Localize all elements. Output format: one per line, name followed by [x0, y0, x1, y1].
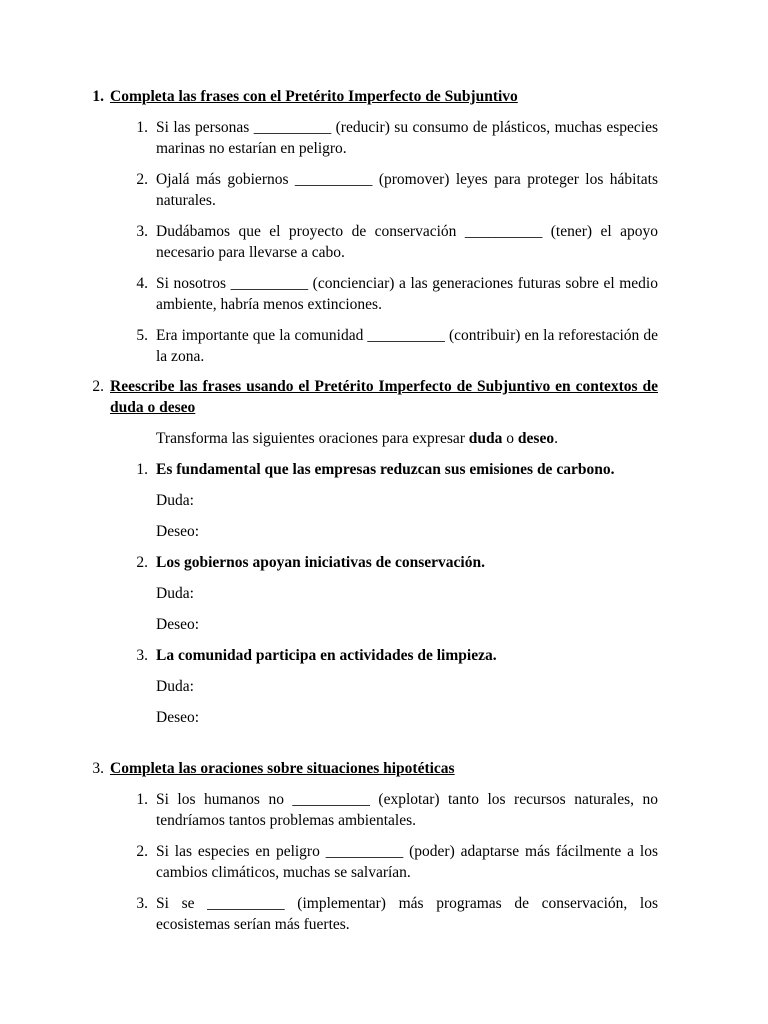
item-number: 2.: [136, 554, 148, 571]
item-text: Ojalá más gobiernos __________ (promover) leyes para proteger los hábitats naturales.: [156, 171, 658, 209]
item-number: 3.: [136, 223, 148, 240]
section-heading: [82, 86, 658, 107]
item-sentence: La comunidad participa en actividades de limpieza.: [156, 647, 497, 664]
section-number: 2.: [92, 378, 104, 395]
section-title: Reescribe las frases usando el Pretérito Imperfecto de Subjuntivo en contextos de duda o deseo: [110, 378, 658, 416]
instruction-text: Transforma las siguientes oraciones para expresar: [156, 430, 469, 447]
exercise-item: [128, 117, 658, 159]
exercise-list: [128, 117, 658, 367]
section-3: [82, 758, 658, 935]
deseo-label: Deseo:: [156, 709, 200, 726]
item-number: 3.: [136, 647, 148, 664]
exercise-list: [128, 789, 658, 935]
deseo-label: Deseo:: [156, 523, 200, 540]
exercise-item: [128, 221, 658, 263]
duda-label: Duda:: [156, 585, 194, 602]
duda-label: Duda:: [156, 678, 194, 695]
item-number: 1.: [136, 461, 148, 478]
section-number: 1.: [92, 88, 104, 105]
item-number: 1.: [136, 791, 148, 808]
duda-label: Duda:: [156, 492, 194, 509]
section-number: 3.: [92, 760, 104, 777]
item-number: 1.: [136, 119, 148, 136]
item-number: 3.: [136, 895, 148, 912]
item-text: Si los humanos no __________ (explotar) tanto los recursos naturales, no tendríamos tantos problemas ambientales.: [156, 791, 658, 829]
section-1: [82, 86, 658, 367]
instruction-keyword-deseo: deseo: [517, 430, 555, 447]
section-heading: [82, 376, 658, 418]
exercise-item: [128, 552, 658, 635]
item-sentence: Es fundamental que las empresas reduzcan sus emisiones de carbono.: [156, 461, 615, 478]
section-title: Completa las frases con el Pretérito Imperfecto de Subjuntivo: [110, 88, 518, 105]
instruction-text: .: [554, 430, 558, 447]
section-title: Completa las oraciones sobre situaciones hipotéticas: [110, 760, 455, 777]
exercise-item: [128, 893, 658, 935]
item-number: 4.: [136, 275, 148, 292]
exercise-item: [128, 459, 658, 542]
exercise-item: [128, 273, 658, 315]
item-sentence: Los gobiernos apoyan iniciativas de conservación.: [156, 554, 485, 571]
section-heading: [82, 758, 658, 779]
exercise-item: [128, 169, 658, 211]
section-2: [82, 376, 658, 728]
item-text: Si se __________ (implementar) más programas de conservación, los ecosistemas serían más fuertes.: [156, 895, 658, 933]
deseo-label: Deseo:: [156, 616, 200, 633]
exercise-item: [128, 841, 658, 883]
item-text: Si nosotros __________ (concienciar) a las generaciones futuras sobre el medio ambiente, habría menos extinciones.: [156, 275, 658, 313]
item-text: Dudábamos que el proyecto de conservación __________ (tener) el apoyo necesario para llevarse a cabo.: [156, 223, 658, 261]
instruction: [156, 428, 658, 449]
exercise-item: [128, 645, 658, 728]
item-text: Era importante que la comunidad __________ (contribuir) en la reforestación de la zona.: [156, 327, 658, 365]
item-number: 2.: [136, 171, 148, 188]
exercise-item: [128, 325, 658, 367]
item-text: Si las personas __________ (reducir) su consumo de plásticos, muchas especies marinas no estarían en peligro.: [156, 119, 658, 157]
item-number: 5.: [136, 327, 148, 344]
instruction-keyword-duda: duda: [468, 430, 503, 447]
item-text: Si las especies en peligro __________ (poder) adaptarse más fácilmente a los cambios climáticos, muchas se salvarían.: [156, 843, 658, 881]
exercise-list: [128, 459, 658, 728]
item-number: 2.: [136, 843, 148, 860]
exercise-item: [128, 789, 658, 831]
instruction-text: o: [502, 430, 518, 447]
